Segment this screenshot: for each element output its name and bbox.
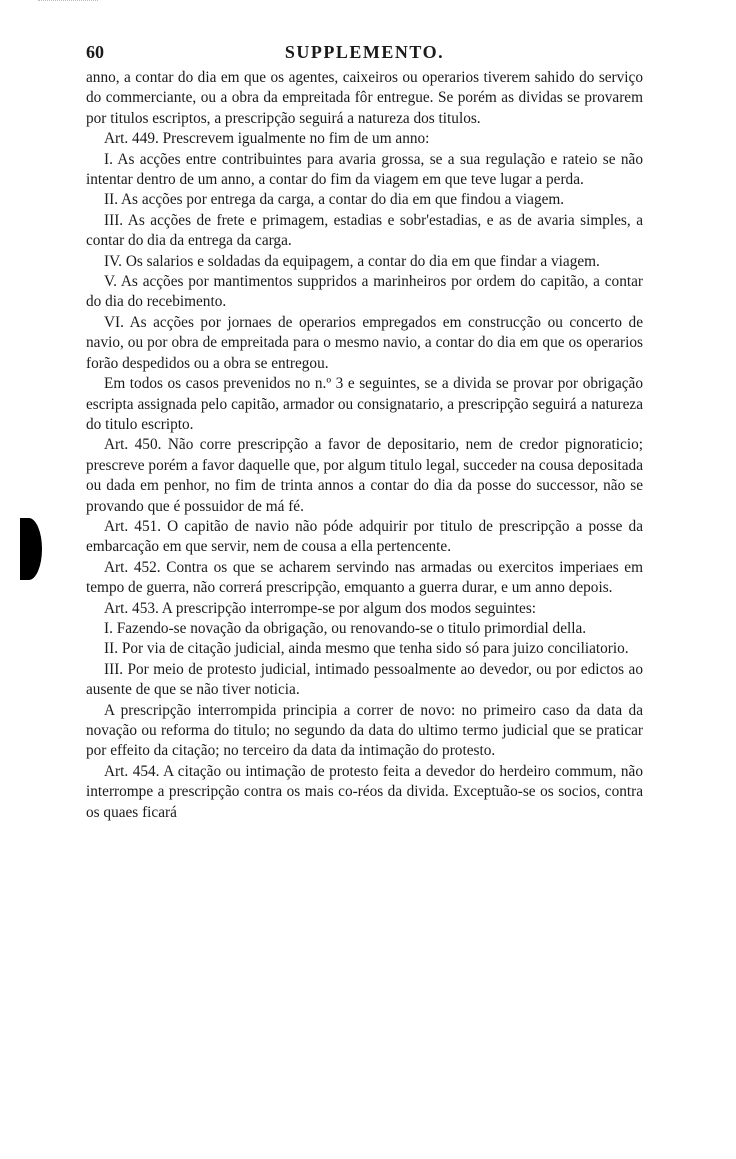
article-454: Art. 454. A citação ou intimação de protesto feita a devedor do herdeiro commum, não interrompe a prescripção contra os mais co-réos da divida. Exceptuão-se os socios, contra os quaes ficará [86, 762, 643, 821]
running-head [86, 38, 643, 66]
binding-shadow [20, 518, 42, 580]
article-449-item-1: I. As acções entre contribuintes para avaria grossa, se a sua regulação e rateio se não intentar dentro de um anno, a contar do fim da viagem em que teve lugar a perda. [86, 150, 643, 189]
article-449: Art. 449. Prescrevem igualmente no fim de um anno: [104, 130, 430, 148]
article-449-item-3: III. As acções de frete e primagem, estadias e sobr'estadias, e as de avaria simples, a contar do dia da entrega da carga. [86, 211, 643, 250]
running-title: SUPPLEMENTO. [284, 42, 445, 62]
article-453-item-3: III. Por meio de protesto judicial, intimado pessoalmente ao devedor, ou por edictos ao ausente de que se não tiver noticia. [86, 660, 643, 699]
article-452: Art. 452. Contra os que se acharem servindo nas armadas ou exercitos imperiaes em tempo de guerra, não correrá prescripção, emquanto a guerra durar, e um anno depois. [86, 558, 643, 597]
page-edge-mark [38, 0, 98, 7]
article-449-item-2: II. As acções por entrega da carga, a contar do dia em que findou a viagem. [104, 191, 565, 209]
paragraph-continuation: anno, a contar do dia em que os agentes, caixeiros ou operarios tiverem sahido do serviço do commerciante, ou a obra da empreitada fôr entregue. Se porém as dividas se provarem por titulos escriptos, a prescripção seguirá a natureza dos titulos. [86, 69, 643, 127]
article-453-note: A prescripção interrompida principia a correr de novo: no primeiro caso da data da novação ou reforma do titulo; no segundo da data do ultimo termo judicial que se praticar por effeito da citação; no terceiro da data da intimação do protesto. [86, 701, 643, 760]
article-449-item-6: VI. As acções por jornaes de operarios empregados em construcção ou concerto de navio, ou por obra de empreitada para o mesmo navio, a contar do dia em que os operarios forão despedidos ou a obra se entregou. [86, 313, 643, 372]
article-449-item-5: V. As acções por mantimentos suppridos a marinheiros por ordem do capitão, a contar do dia do recebimento. [86, 273, 643, 311]
book-page [86, 38, 643, 823]
article-450: Art. 450. Não corre prescripção a favor de depositario, nem de credor pignoraticio; prescreve porém a favor daquelle que, por algum titulo legal, succeder na cousa depositada ou dada em penhor, no fim de trinta annos a contar do dia da posse do successor, não se provando que é possuidor de má fé. [86, 436, 643, 515]
article-451: Art. 451. O capitão de navio não póde adquirir por titulo de prescripção a posse da embarcação em que servir, nem de cousa a ella pertencente. [86, 517, 643, 556]
article-449-item-4: IV. Os salarios e soldadas da equipagem, a contar do dia em que findar a viagem. [104, 252, 600, 270]
page-number: 60 [86, 42, 104, 62]
article-453-item-1: I. Fazendo-se novação da obrigação, ou renovando-se o titulo primordial della. [104, 619, 587, 637]
article-453: Art. 453. A prescripção interrompe-se por algum dos modos seguintes: [104, 599, 537, 617]
article-449-note: Em todos os casos prevenidos no n.º 3 e seguintes, se a divida se provar por obrigação escripta assignada pelo capitão, armador ou consignatario, a prescripção seguirá a natureza do titulo escripto. [86, 375, 643, 433]
article-453-item-2: II. Por via de citação judicial, ainda mesmo que tenha sido só para juizo conciliatorio. [104, 640, 629, 658]
body-text [86, 68, 643, 823]
